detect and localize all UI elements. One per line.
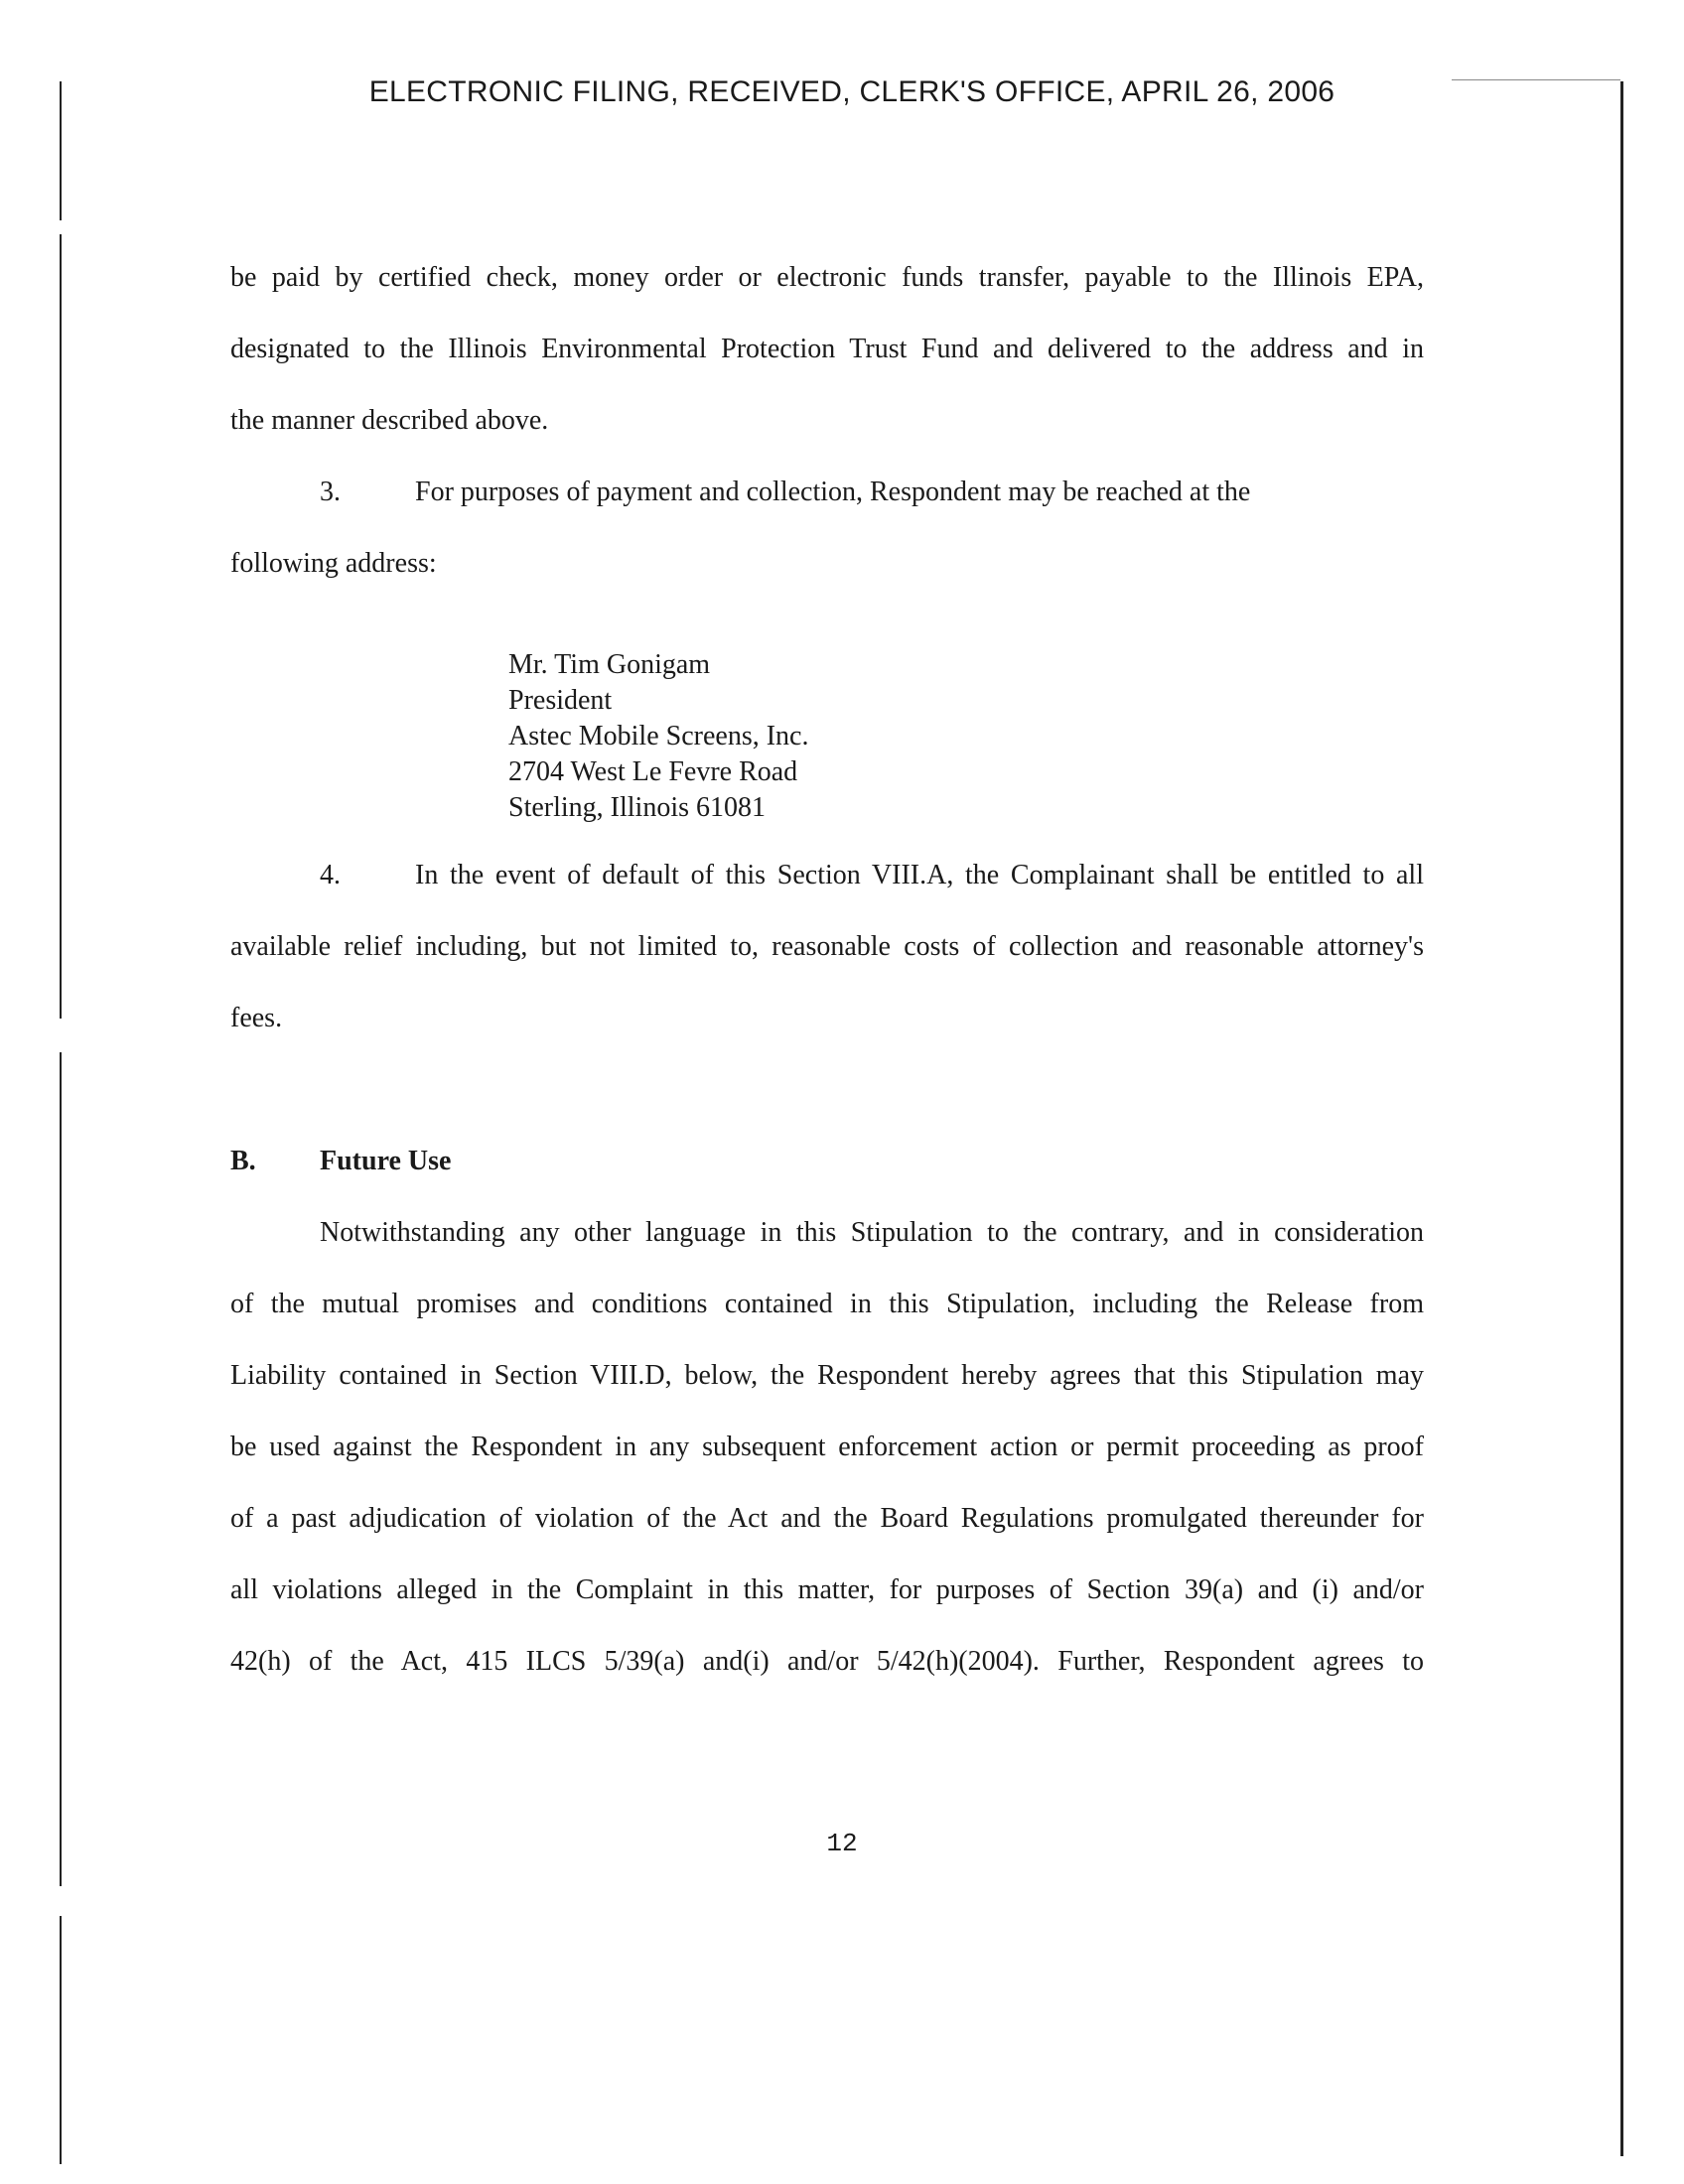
body-text-line: For purposes of payment and collection, Respondent may be reached at the [415,477,1251,507]
body-text-line: the manner described above. [230,405,549,436]
scan-margin-rule [60,1916,62,2164]
filing-stamp-header: ELECTRONIC FILING, RECEIVED, CLERK'S OFFICE, APRIL 26, 2006 [368,75,1335,108]
section-title: Future Use [320,1146,452,1176]
body-text-line: following address: [230,548,437,579]
scan-margin-rule [60,1052,62,1886]
body-text-line: In the event of default of this Section VIII.A, the Complainant shall be entitled to all [415,860,1424,890]
scan-margin-rule [60,234,62,1019]
body-text-line: all violations alleged in the Complaint in this matter, for purposes of Section 39(a) and (i) and/or [230,1574,1424,1605]
address-line: Mr. Tim Gonigam [508,649,711,680]
address-line: Sterling, Illinois 61081 [508,792,766,823]
body-text-line: available relief including, but not limited to, reasonable costs of collection and reasonable attorney's [230,931,1424,962]
body-text-line: designated to the Illinois Environmental Protection Trust Fund and delivered to the address and in [230,334,1424,364]
page-number: 12 [826,1829,858,1858]
body-text-line: fees. [230,1003,283,1033]
address-block [508,647,808,826]
body-text-line: be used against the Respondent in any subsequent enforcement action or permit proceeding as proof [230,1432,1424,1462]
body-text-line: 42(h) of the Act, 415 ILCS 5/39(a) and(i) and/or 5/42(h)(2004). Further, Respondent agrees to [230,1646,1424,1677]
item-number: 3. [320,477,341,507]
body-text-line: be paid by certified check, money order or electronic funds transfer, payable to the Illinois EPA, [230,262,1424,293]
body-text-line: of the mutual promises and conditions contained in this Stipulation, including the Release from [230,1289,1424,1319]
address-line: Astec Mobile Screens, Inc. [508,721,809,751]
body-text-line: Notwithstanding any other language in this Stipulation to the contrary, and in consideration [320,1217,1424,1248]
section-letter: B. [230,1146,256,1176]
item-number: 4. [320,860,341,890]
body-text-line: of a past adjudication of violation of the Act and the Board Regulations promulgated thereunder for [230,1503,1424,1534]
address-line: 2704 West Le Fevre Road [508,756,798,787]
body-text-line: Liability contained in Section VIII.D, below, the Respondent hereby agrees that this Stipulation may [230,1360,1424,1391]
address-line: President [508,685,613,716]
